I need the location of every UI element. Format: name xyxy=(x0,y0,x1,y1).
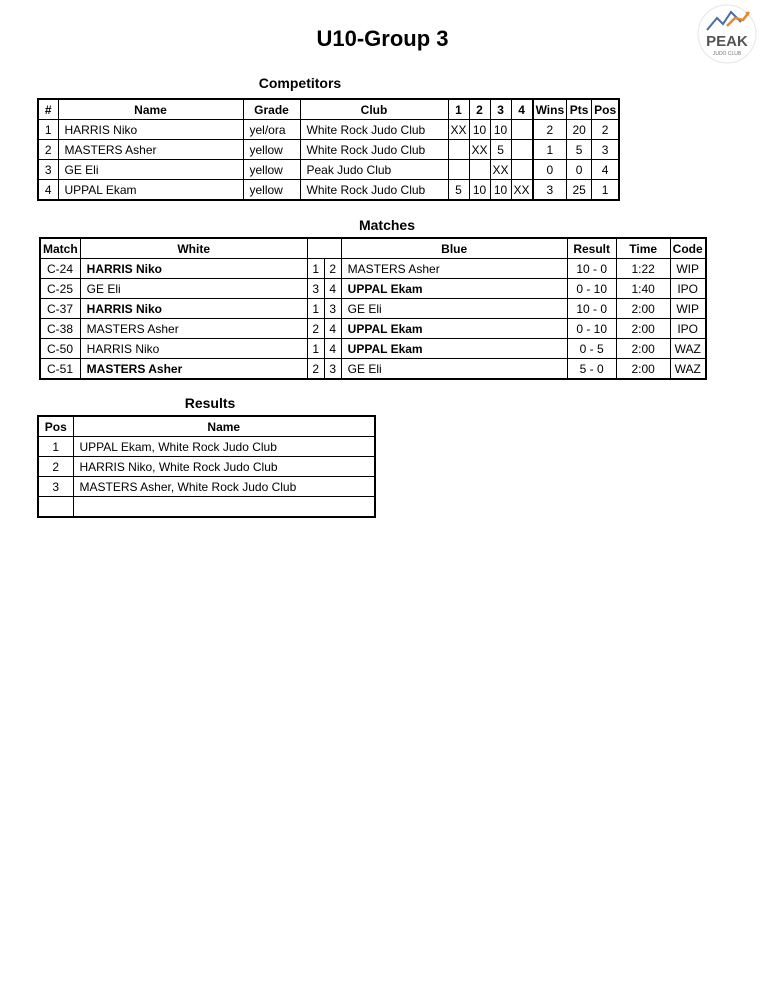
col-header: Pos xyxy=(592,99,620,120)
col-header: 1 xyxy=(448,99,469,120)
col-header: Pos xyxy=(38,416,73,437)
competitor-cell: MASTERS Asher xyxy=(58,140,243,160)
competitor-cell: 2 xyxy=(38,140,58,160)
white-number: 1 xyxy=(307,259,324,279)
col-header: Grade xyxy=(243,99,300,120)
match-time: 1:22 xyxy=(616,259,670,279)
competitor-cell: 1 xyxy=(533,140,567,160)
competitor-cell xyxy=(469,160,490,180)
col-header: Name xyxy=(58,99,243,120)
match-result: 0 - 10 xyxy=(567,279,616,299)
competitor-cell: White Rock Judo Club xyxy=(300,120,448,140)
competitor-cell: 5 xyxy=(567,140,592,160)
blue-number: 3 xyxy=(324,299,341,319)
competitor-cell: 3 xyxy=(38,160,58,180)
match-code: WIP xyxy=(670,299,706,319)
competitor-cell: XX xyxy=(448,120,469,140)
col-header: Wins xyxy=(533,99,567,120)
match-id: C-51 xyxy=(40,359,80,380)
matches-title: Matches xyxy=(358,217,416,233)
match-row xyxy=(40,319,706,339)
match-code: IPO xyxy=(670,319,706,339)
competitor-cell: XX xyxy=(469,140,490,160)
peak-judo-club-logo xyxy=(697,2,757,66)
match-result: 10 - 0 xyxy=(567,299,616,319)
matches-header-row xyxy=(40,238,706,259)
competitor-cell: 25 xyxy=(567,180,592,201)
result-pos: 2 xyxy=(38,457,73,477)
results-header-row xyxy=(38,416,375,437)
competitor-cell: 0 xyxy=(533,160,567,180)
col-header: Time xyxy=(616,238,670,259)
blue-number: 4 xyxy=(324,319,341,339)
match-time: 1:40 xyxy=(616,279,670,299)
match-id: C-37 xyxy=(40,299,80,319)
competitor-cell: 10 xyxy=(490,180,511,201)
match-row xyxy=(40,359,706,380)
competitor-cell: White Rock Judo Club xyxy=(300,140,448,160)
white-competitor: HARRIS Niko xyxy=(80,259,307,279)
col-header: Code xyxy=(670,238,706,259)
result-name xyxy=(73,497,375,518)
match-row xyxy=(40,299,706,319)
competitor-row xyxy=(38,160,619,180)
competitor-cell: 10 xyxy=(490,120,511,140)
match-time: 2:00 xyxy=(616,359,670,380)
page-title: U10-Group 3 xyxy=(316,26,449,51)
competitor-cell: 0 xyxy=(567,160,592,180)
match-time: 2:00 xyxy=(616,299,670,319)
match-id: C-38 xyxy=(40,319,80,339)
blue-number: 4 xyxy=(324,279,341,299)
result-pos: 1 xyxy=(38,437,73,457)
competitor-cell: 10 xyxy=(469,180,490,201)
result-row xyxy=(38,477,375,497)
competitor-cell xyxy=(448,140,469,160)
logo-subtext: JUDO CLUB xyxy=(712,51,742,57)
competitor-cell: yellow xyxy=(243,180,300,201)
competitor-cell: HARRIS Niko xyxy=(58,120,243,140)
col-header: 3 xyxy=(490,99,511,120)
col-header: White xyxy=(80,238,307,259)
white-number: 3 xyxy=(307,279,324,299)
match-code: IPO xyxy=(670,279,706,299)
blue-number: 2 xyxy=(324,259,341,279)
competitor-cell xyxy=(448,160,469,180)
results-table xyxy=(37,415,376,518)
blue-competitor: UPPAL Ekam xyxy=(341,319,567,339)
competitor-cell: 1 xyxy=(38,120,58,140)
match-result: 0 - 10 xyxy=(567,319,616,339)
col-header: Match xyxy=(40,238,80,259)
match-time: 2:00 xyxy=(616,339,670,359)
competitors-header-row xyxy=(38,99,619,120)
competitor-cell: 10 xyxy=(469,120,490,140)
competitor-cell: 4 xyxy=(38,180,58,201)
result-name: UPPAL Ekam, White Rock Judo Club xyxy=(73,437,375,457)
match-row xyxy=(40,279,706,299)
matches-table xyxy=(39,237,707,380)
match-code: WAZ xyxy=(670,339,706,359)
col-header: Blue xyxy=(341,238,567,259)
results-title: Results xyxy=(184,395,236,411)
match-result: 5 - 0 xyxy=(567,359,616,380)
competitors-table xyxy=(37,98,620,201)
competitor-cell: yellow xyxy=(243,160,300,180)
competitor-cell: 20 xyxy=(567,120,592,140)
white-number: 2 xyxy=(307,359,324,380)
competitor-cell: 2 xyxy=(592,120,620,140)
col-header: Name xyxy=(73,416,375,437)
match-row xyxy=(40,339,706,359)
competitor-cell: 1 xyxy=(592,180,620,201)
match-id: C-24 xyxy=(40,259,80,279)
blue-competitor: UPPAL Ekam xyxy=(341,339,567,359)
blue-competitor: GE Eli xyxy=(341,359,567,380)
match-row xyxy=(40,259,706,279)
competitor-cell: 5 xyxy=(490,140,511,160)
competitors-title: Competitors xyxy=(258,75,342,91)
white-competitor: MASTERS Asher xyxy=(80,359,307,380)
col-header: Pts xyxy=(567,99,592,120)
match-time: 2:00 xyxy=(616,319,670,339)
blue-competitor: GE Eli xyxy=(341,299,567,319)
match-id: C-50 xyxy=(40,339,80,359)
match-result: 10 - 0 xyxy=(567,259,616,279)
competitor-cell: XX xyxy=(511,180,533,201)
white-competitor: HARRIS Niko xyxy=(80,339,307,359)
competitor-cell xyxy=(511,160,533,180)
result-pos: 3 xyxy=(38,477,73,497)
result-name: HARRIS Niko, White Rock Judo Club xyxy=(73,457,375,477)
col-header: Result xyxy=(567,238,616,259)
col-header-blank xyxy=(307,238,341,259)
competitor-cell: Peak Judo Club xyxy=(300,160,448,180)
competitor-row xyxy=(38,180,619,201)
competitor-row xyxy=(38,120,619,140)
match-result: 0 - 5 xyxy=(567,339,616,359)
competitor-cell: 4 xyxy=(592,160,620,180)
competitor-cell: yel/ora xyxy=(243,120,300,140)
competitor-cell: XX xyxy=(490,160,511,180)
white-number: 2 xyxy=(307,319,324,339)
white-number: 1 xyxy=(307,299,324,319)
competitor-cell: 3 xyxy=(592,140,620,160)
competitor-cell: 5 xyxy=(448,180,469,201)
match-id: C-25 xyxy=(40,279,80,299)
white-competitor: MASTERS Asher xyxy=(80,319,307,339)
result-pos xyxy=(38,497,73,518)
result-row xyxy=(38,497,375,518)
match-code: WAZ xyxy=(670,359,706,380)
competitor-cell: GE Eli xyxy=(58,160,243,180)
col-header: Club xyxy=(300,99,448,120)
match-code: WIP xyxy=(670,259,706,279)
result-name: MASTERS Asher, White Rock Judo Club xyxy=(73,477,375,497)
col-header: 2 xyxy=(469,99,490,120)
competitor-row xyxy=(38,140,619,160)
logo-text: PEAK xyxy=(706,33,748,50)
white-number: 1 xyxy=(307,339,324,359)
competitor-cell xyxy=(511,120,533,140)
blue-number: 4 xyxy=(324,339,341,359)
competitor-cell: White Rock Judo Club xyxy=(300,180,448,201)
competitor-cell: 3 xyxy=(533,180,567,201)
result-row xyxy=(38,437,375,457)
blue-number: 3 xyxy=(324,359,341,380)
col-header: 4 xyxy=(511,99,533,120)
competitor-cell: 2 xyxy=(533,120,567,140)
competitor-cell: UPPAL Ekam xyxy=(58,180,243,201)
result-row xyxy=(38,457,375,477)
competitor-cell: yellow xyxy=(243,140,300,160)
blue-competitor: UPPAL Ekam xyxy=(341,279,567,299)
white-competitor: GE Eli xyxy=(80,279,307,299)
blue-competitor: MASTERS Asher xyxy=(341,259,567,279)
col-header: # xyxy=(38,99,58,120)
competitor-cell xyxy=(511,140,533,160)
white-competitor: HARRIS Niko xyxy=(80,299,307,319)
